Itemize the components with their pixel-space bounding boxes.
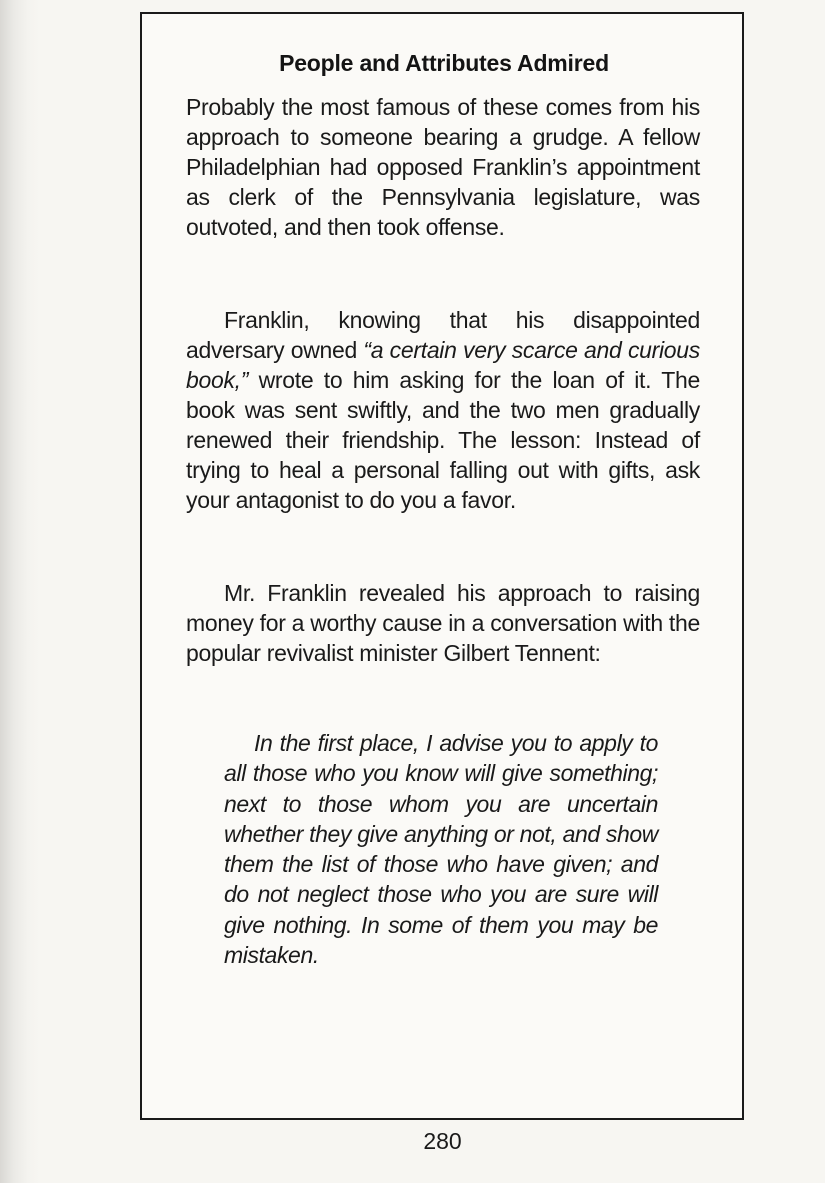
block-quote: In the first place, I advise you to apply to all those who you know will give something; next to those whom you are uncertain whether they give anything or not, and show them the list of those who have given; and do not neglect those who you are sure will give nothing. In some of them you may be mistaken. xyxy=(224,730,658,969)
paragraph-book-loan xyxy=(186,305,700,515)
page-number: 280 xyxy=(423,1128,462,1154)
book-quote-italic: “a certain very scarce and curious book,” xyxy=(186,337,700,393)
paragraph-fundraising: Mr. Franklin revealed his approach to raising money for a worthy cause in a conversation with the popular revivalist minister Gilbert Tennent: xyxy=(186,580,700,666)
page-spine-shadow xyxy=(0,0,40,1183)
paragraph-grudge: Probably the most famous of these comes from his approach to someone bearing a grudge. A fellow Philadelphian had opposed Franklin’s appointment as clerk of the Pennsylvania legislature, was outvoted, and then took offense. xyxy=(186,94,700,240)
box-heading: People and Attributes Admired xyxy=(279,50,609,76)
paragraph-book-loan-start: Franklin, knowing that his disappointed adversary owned xyxy=(186,307,700,363)
paragraph-book-loan-end: wrote to him asking for the loan of it. The book was sent swiftly, and the two men gradually renewed their friendship. The lesson: Instead of trying to heal a personal falling out with gifts, ask your antagonist to do you a favor. xyxy=(186,367,700,513)
